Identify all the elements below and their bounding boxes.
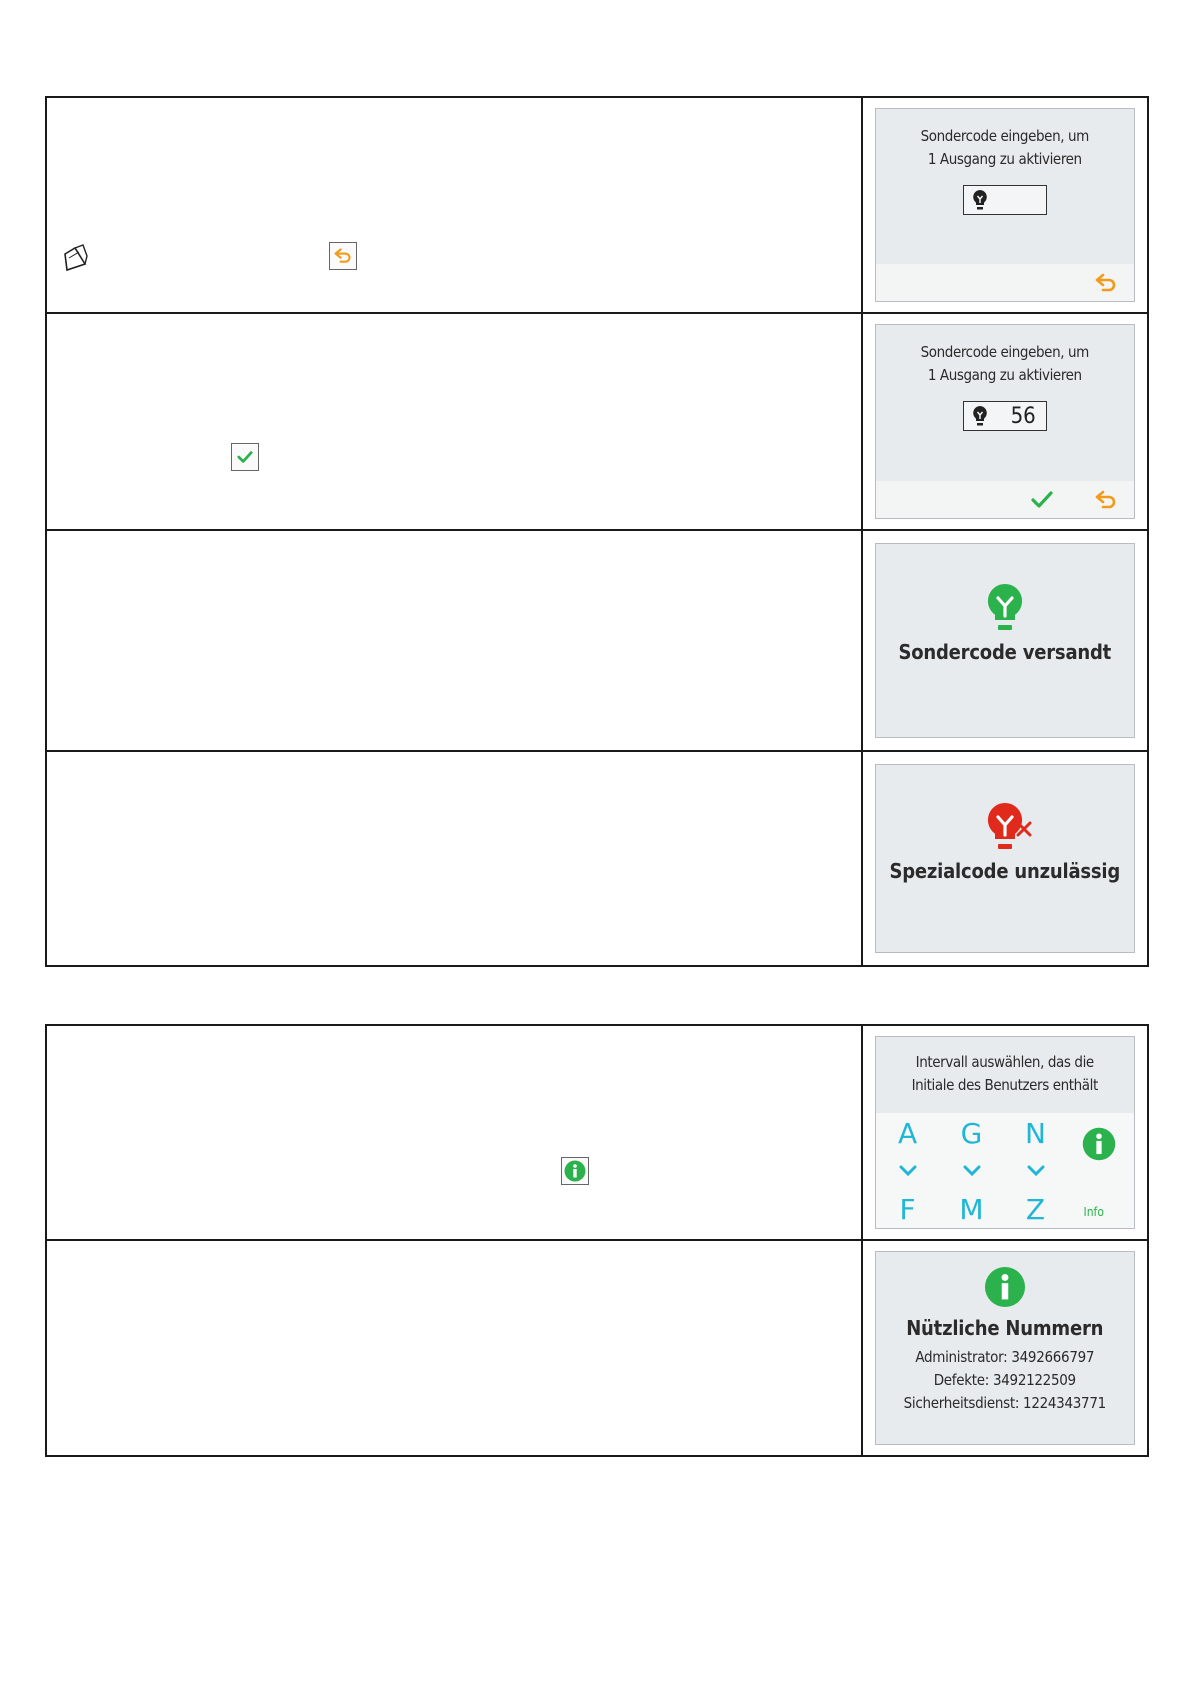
range-start-letter: N (1025, 1117, 1046, 1150)
code-input[interactable] (963, 401, 1047, 431)
bulb-icon (986, 582, 1024, 634)
table-row (46, 1240, 1148, 1456)
range-end-letter: M (959, 1193, 984, 1226)
range-end-letter: F (899, 1193, 916, 1226)
chevron-down-icon (963, 1165, 981, 1177)
range-start-letter: A (897, 1117, 918, 1150)
screen-cell (862, 1240, 1148, 1456)
check-icon[interactable] (1030, 489, 1054, 511)
message-line: Sondercode eingeben, um (920, 127, 1089, 145)
device-screen (875, 108, 1135, 302)
range-button-a-f[interactable] (890, 1113, 926, 1229)
procedure-table-1 (45, 96, 1149, 967)
code-value: 56 (1010, 403, 1036, 429)
useful-number: Administrator: 3492666797 (915, 1348, 1095, 1366)
back-icon[interactable] (1094, 272, 1118, 294)
bulb-icon (972, 189, 988, 211)
table-row (46, 1025, 1148, 1240)
device-screen (875, 764, 1135, 953)
screen-title: Spezialcode unzulässig (889, 859, 1121, 883)
range-selector (876, 1113, 1134, 1228)
description-cell (46, 1025, 862, 1240)
screen-cell (862, 97, 1148, 313)
range-start-letter: G (960, 1117, 983, 1150)
useful-number: Defekte: 3492122509 (933, 1371, 1076, 1389)
device-screen (875, 1036, 1135, 1229)
chevron-down-icon (1027, 1165, 1045, 1177)
info-button-reference (561, 1157, 589, 1185)
device-screen (875, 324, 1135, 519)
message-line: Sondercode eingeben, um (920, 343, 1089, 361)
description-cell (46, 751, 862, 966)
chevron-down-icon (899, 1165, 917, 1177)
description-cell (46, 1240, 862, 1456)
screen-cell (862, 530, 1148, 751)
table-row (46, 313, 1148, 530)
message-line: 1 Ausgang zu aktivieren (927, 366, 1082, 384)
useful-number: Sicherheitsdienst: 1224343771 (903, 1394, 1106, 1412)
description-cell (46, 530, 862, 751)
screen-cell (862, 751, 1148, 966)
screen-cell (862, 313, 1148, 530)
table-row (46, 530, 1148, 751)
description-cell (46, 313, 862, 530)
screen-title: Nützliche Nummern (906, 1316, 1104, 1340)
info-button[interactable] (1080, 1123, 1120, 1227)
code-input[interactable] (963, 185, 1047, 215)
message-line: Intervall auswählen, das die (915, 1053, 1094, 1071)
message-line: 1 Ausgang zu aktivieren (927, 150, 1082, 168)
device-screen (875, 1251, 1135, 1445)
device-screen (875, 543, 1135, 738)
confirm-button-reference (231, 443, 259, 471)
message-line: Initiale des Benutzers enthält (911, 1076, 1098, 1094)
description-cell (46, 97, 862, 313)
note-icon (59, 244, 89, 272)
procedure-table-2 (45, 1024, 1149, 1457)
table-row (46, 751, 1148, 966)
info-label: Info (1083, 1205, 1104, 1219)
bulb-icon (972, 405, 988, 427)
back-button-reference (329, 242, 357, 270)
screen-title: Sondercode versandt (898, 640, 1112, 664)
info-icon (1082, 1127, 1116, 1161)
check-icon (236, 449, 254, 465)
screen-footer (876, 481, 1134, 518)
range-button-n-z[interactable] (1018, 1113, 1054, 1229)
table-row (46, 97, 1148, 313)
screen-footer (876, 264, 1134, 301)
back-icon[interactable] (1094, 489, 1118, 511)
close-icon (1016, 821, 1032, 837)
range-button-g-m[interactable] (954, 1113, 990, 1229)
info-icon (984, 1266, 1026, 1308)
back-icon (333, 247, 353, 265)
screen-message (876, 325, 1134, 387)
info-icon (564, 1160, 586, 1182)
screen-message (876, 109, 1134, 171)
range-end-letter: Z (1025, 1193, 1046, 1226)
screen-message (876, 1037, 1134, 1109)
screen-cell (862, 1025, 1148, 1240)
